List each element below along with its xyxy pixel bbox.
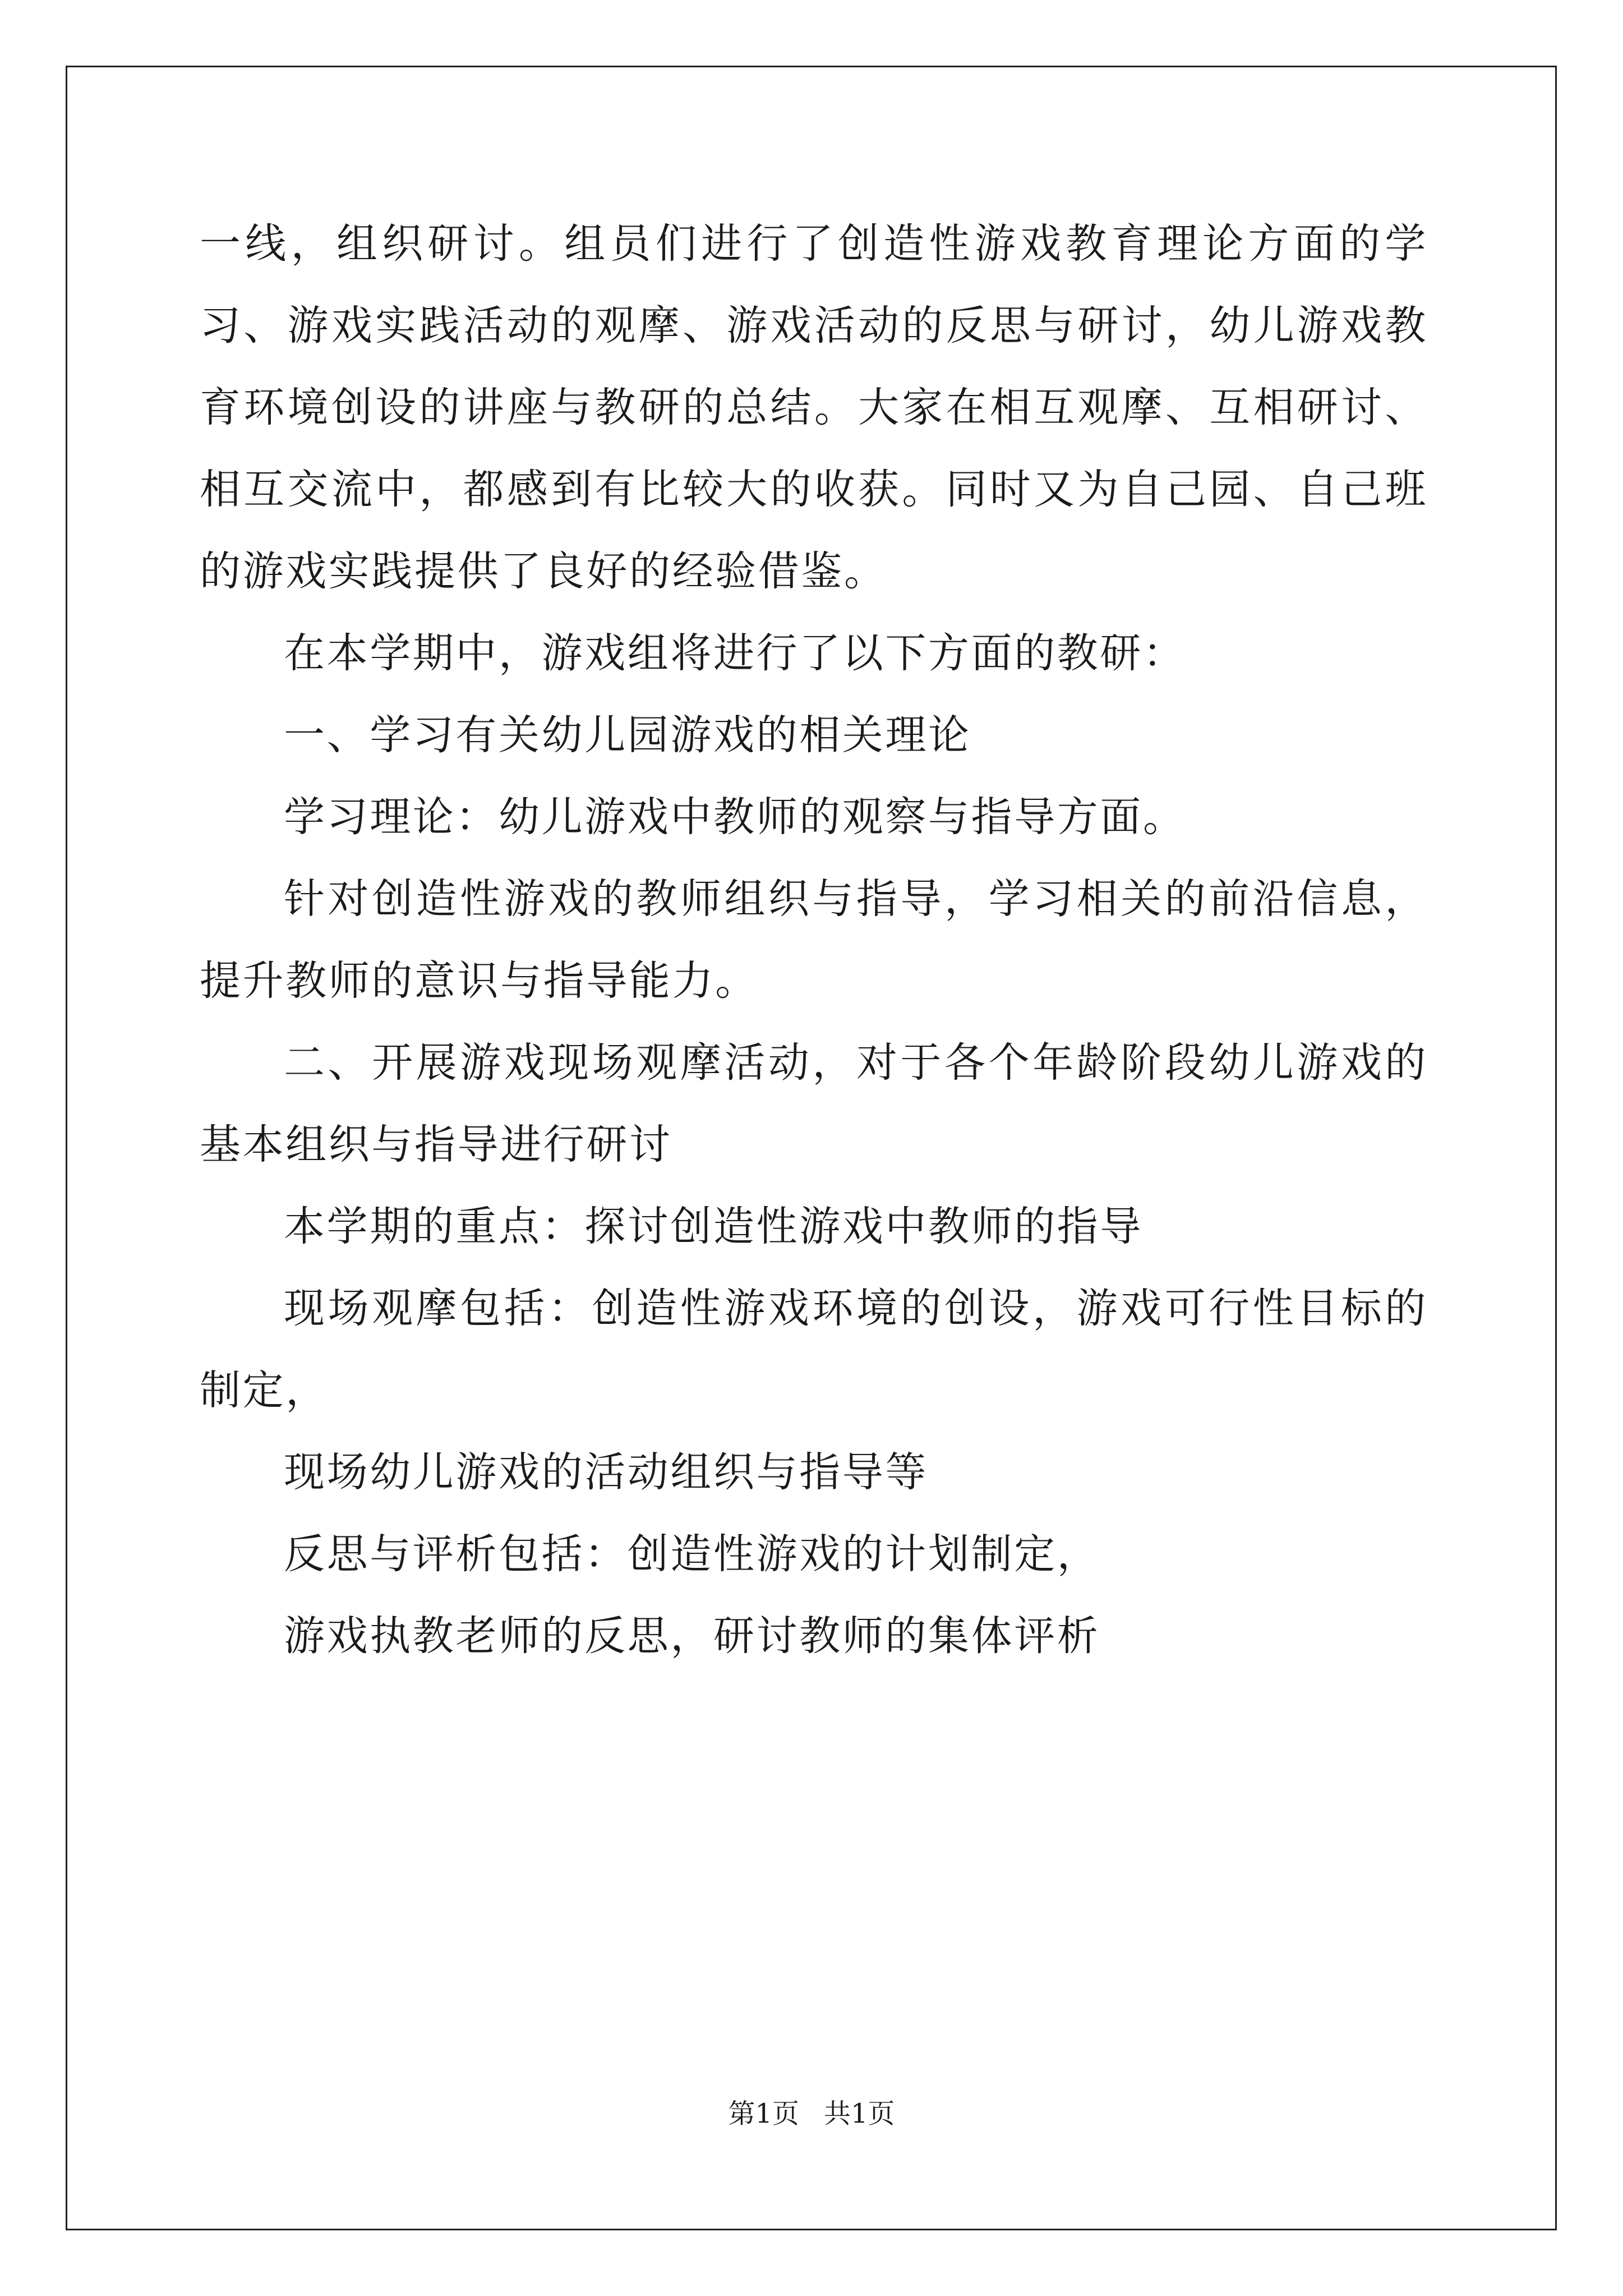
paragraph: 一线，组织研讨。组员们进行了创造性游戏教育理论方面的学习、游戏实践活动的观摩、游戏活动的反思与研讨，幼儿游戏教育环境创设的讲座与教研的总结。大家在相互观摩、互相研讨、相互交流中，都感到有比较大的收获。同时又为自己园、自己班的游戏实践提供了良好的经验借鉴。	[200, 220, 1428, 595]
paragraph: 学习理论：幼儿游戏中教师的观察与指导方面。	[284, 793, 1186, 841]
page-footer	[0, 2097, 1623, 2131]
current-page-label: 第1页	[728, 2098, 799, 2129]
paragraph: 在本学期中，游戏组将进行了以下方面的教研：	[284, 629, 1186, 677]
paragraph: 游戏执教老师的反思，研讨教师的集体评析	[284, 1612, 1100, 1660]
section-heading: 一、学习有关幼儿园游戏的相关理论	[284, 711, 971, 759]
section-heading: 二、开展游戏现场观摩活动，对于各个年龄阶段幼儿游戏的基本组织与指导进行研讨	[200, 1039, 1428, 1168]
paragraph: 现场观摩包括：创造性游戏环境的创设，游戏可行性目标的制定，	[200, 1285, 1428, 1414]
paragraph: 本学期的重点：探讨创造性游戏中教师的指导	[284, 1203, 1143, 1250]
paragraph: 反思与评析包括：创造性游戏的计划制定，	[284, 1530, 1100, 1578]
paragraph: 现场幼儿游戏的活动组织与指导等	[284, 1448, 928, 1496]
total-pages-label: 共1页	[824, 2098, 895, 2129]
document-body	[200, 203, 1428, 1677]
paragraph: 针对创造性游戏的教师组织与指导，学习相关的前沿信息，提升教师的意识与指导能力。	[200, 875, 1428, 1005]
